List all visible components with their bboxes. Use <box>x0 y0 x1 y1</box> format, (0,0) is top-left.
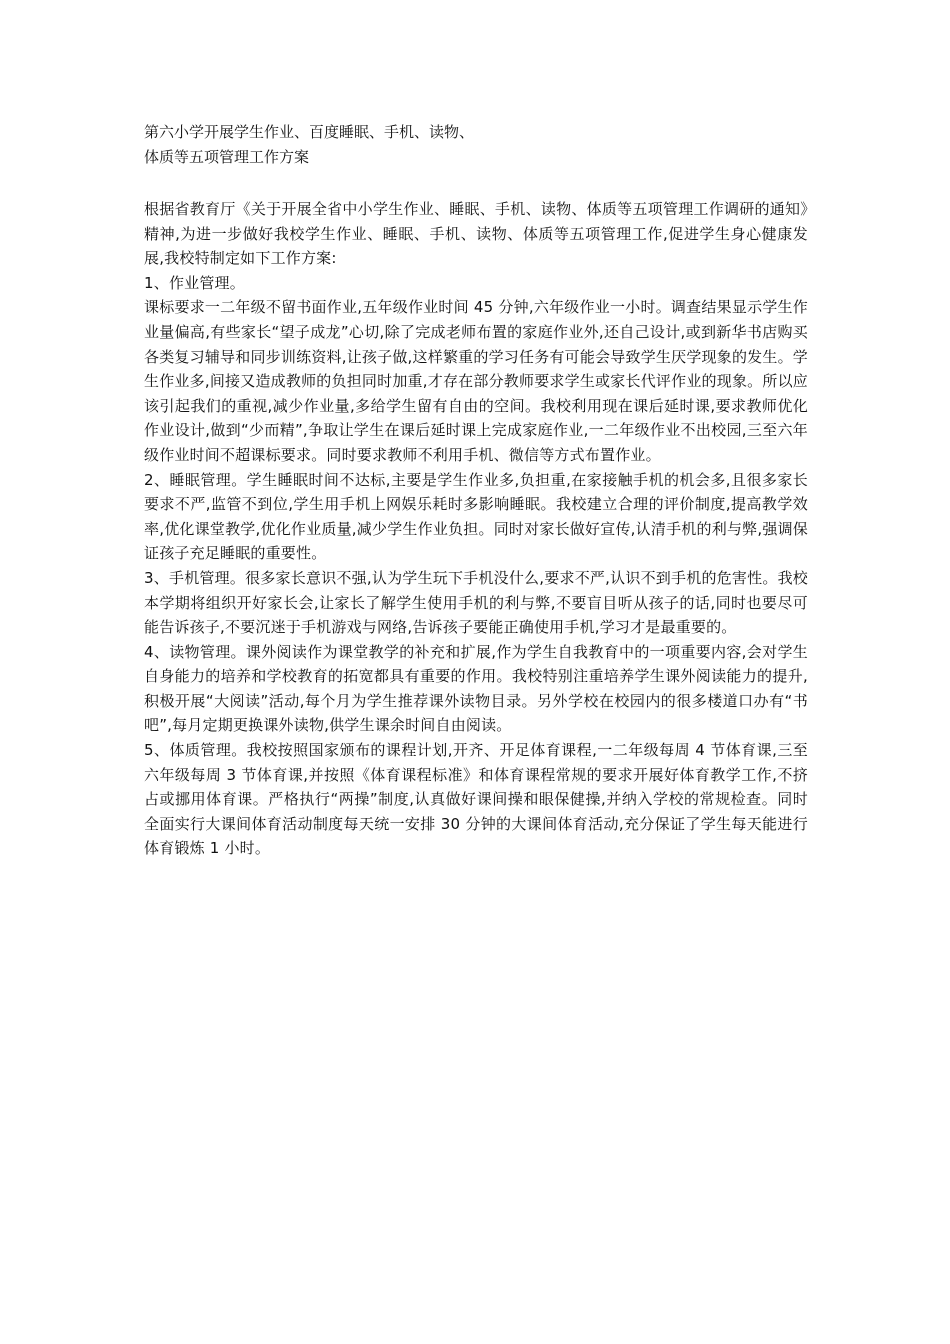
section-heading-homework: 1、作业管理。 <box>144 273 245 292</box>
fitness-paragraph: 5、体质管理。我校按照国家颁布的课程计划,开齐、开足体育课程,一二年级每周 4 节体育课,三至六年级每周 3 节体育课,并按照《体育课程标准》和体育课程常规的要求开展好体育教学工作,不挤占或挪用体育课。严格执行“两操”制度,认真做好课间操和眼保健操,并纳入学校的常规检查。同时全面实行大课间体育活动制度每天统一安排 30 分钟的大课间体育活动,充分保证了学生每天能进行体育锻炼 1 小时。 <box>144 741 808 858</box>
phone-paragraph: 3、手机管理。很多家长意识不强,认为学生玩下手机没什么,要求不严,认识不到手机的危害性。我校本学期将组织开好家长会,让家长了解学生使用手机的利与弊,不要盲目听从孩子的话,同时也要尽可能告诉孩子,不要沉迷于手机游戏与网络,告诉孩子要能正确使用手机,学习才是最重要的。 <box>144 568 808 637</box>
document-title <box>144 120 808 170</box>
homework-paragraph: 课标要求一二年级不留书面作业,五年级作业时间 45 分钟,六年级作业一小时。调查结果显示学生作业量偏高,有些家长“望子成龙”心切,除了完成老师布置的家庭作业外,还自己设计,或到新华书店购买各类复习辅导和同步训练资料,让孩子做,这样繁重的学习任务有可能会导致学生厌学现象的发生。学生作业多,间接又造成教师的负担同时加重,才存在部分教师要求学生或家长代评作业的现象。所以应该引起我们的重视,减少作业量,多给学生留有自由的空间。我校利用现在课后延时课,要求教师优化作业设计,做到“少而精”,争取让学生在课后延时课上完成家庭作业,一二年级作业不出校园,三至六年级作业时间不超课标要求。同时要求教师不利用手机、微信等方式布置作业。 <box>144 298 808 464</box>
title-line-2: 体质等五项管理工作方案 <box>144 148 310 166</box>
title-spacer <box>144 170 808 197</box>
sleep-paragraph: 2、睡眠管理。学生睡眠时间不达标,主要是学生作业多,负担重,在家接触手机的机会多,且很多家长要求不严,监管不到位,学生用手机上网娱乐耗时多影响睡眠。我校建立合理的评价制度,提高教学效率,优化课堂教学,优化作业质量,减少学生作业负担。同时对家长做好宣传,认清手机的利与弊,强调保证孩子充足睡眠的重要性。 <box>144 470 808 563</box>
intro-paragraph: 根据省教育厅《关于开展全省中小学生作业、睡眠、手机、读物、体质等五项管理工作调研的通知》精神,为进一步做好我校学生作业、睡眠、手机、读物、体质等五项管理工作,促进学生身心健康发展,我校特制定如下工作方案: <box>144 200 808 268</box>
reading-paragraph: 4、读物管理。课外阅读作为课堂教学的补充和扩展,作为学生自我教育中的一项重要内容,会对学生自身能力的培养和学校教育的拓宽都具有重要的作用。我校特别注重培养学生课外阅读能力的提升,积极开展“大阅读”活动,每个月为学生推荐课外读物目录。另外学校在校园内的很多楼道口办有“书吧”,每月定期更换课外读物,供学生课余时间自由阅读。 <box>144 642 808 735</box>
title-line-1: 第六小学开展学生作业、百度睡眠、手机、读物、 <box>144 123 475 141</box>
document-body <box>144 120 808 861</box>
